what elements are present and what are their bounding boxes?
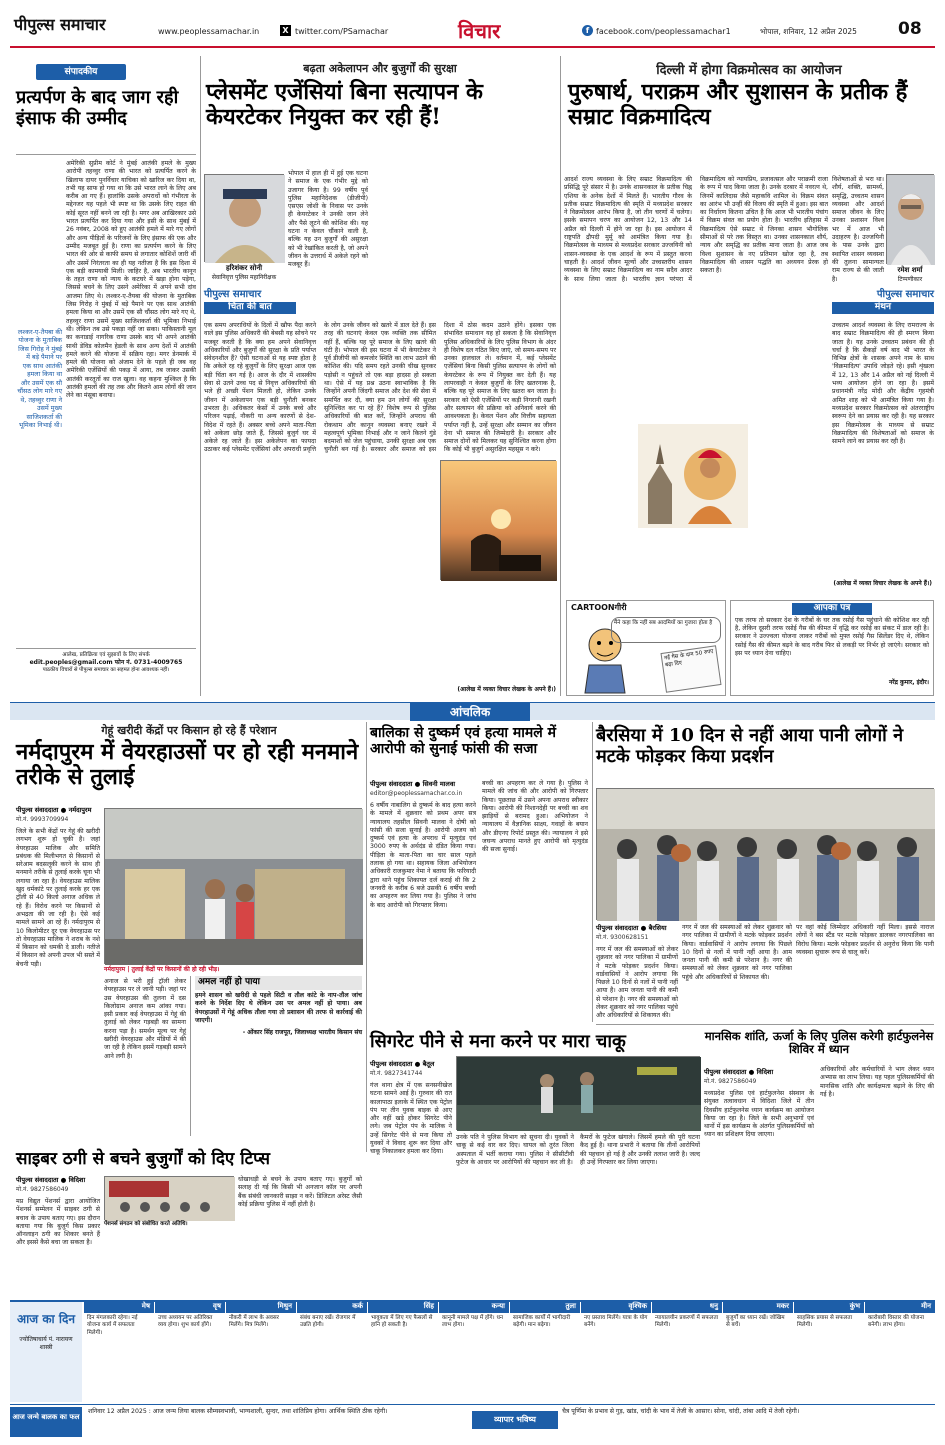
cig-col2: उनके पति ने पुलिस विभाग को सूचना दी। युवकों ने चाकू से कई वार कर दिए। घायल को तुरंत जिला अस्पताल में भर्ती कराया गया। पुलिस ने सीसीटीवी फुटेज के आधार पर आरोपियों की पहचान कर ली है।: [456, 1134, 574, 1166]
badge-label: चिंता की बात: [204, 302, 296, 314]
editorial-body: अमेरिकी सुप्रीम कोर्ट ने मुंबई आतंकी हमले के मुख्य आरोपी तहव्वुर राणा की भारत को प्रत्यर्पित करने के खिलाफ दायर पुनर्विचार याचिका को खारिज कर दिया था, तभी यह साफ हो गया था कि उसे भारत लाने के लिए अब करीब आ गए हैं। हालांकि उसके अपराधों को गंभीरता के मद्देनजर यह पहले भी स्पष्ट था कि उसके लिए राहत की कोई सूरत नहीं बनने जा रही है। मगर अब आखिरकार उसे भारत प्रत्यर्पित कर दिया गया और इसी के साथ मुंबई में 26 नवंबर, 2008 को हुए आतंकी हमले में मारे गए लोगों और अन्य पीड़ितों के परिजनों के लिए इंसाफ की एक और उम्मीद मजबूत हुई है। राणा का प्रत्यर्पण करने के लिए भारत की ओर से काफी समय से लगातार कोशिशें जारी थीं और उसमें निरंतरता का ही यह नतीजा है कि इस दिशा में एक बड़ी कामयाबी मिली। जाहिर है, अब भारतीय कानून के तहत राणा को न्याय के कटघरे में खड़ा होना पड़ेगा, जिससे बचने के लिए उसने अमेरिका में अपने सभी दांव आजमा लिए थे। लश्कर-ए-तैयबा की योजना के मुताबिक जिस गिरोह ने मुंबई में बड़े पैमाने पर एक साथ आतंकी हमला किया था और उसमें एक सौ चौंसठ लोग मारे गए थे, तहव्वुर राणा उसमें मुख्य साजिशकर्ता की भूमिका निभाई थी। लेकिन तब उसे पकड़ा नहीं जा सका। पाकिस्तानी मूल का कनाडाई नागरिक राणा उसके बाद भी अपने आतंकी साथी डेविड कोलमैन हेडली के साथ अन्य देशों में आतंकी हमले करने की योजना में सक्रिय रहा। मगर डेनमार्क में हमले की योजना को अंजाम देने के पहले ही जब वह अमेरिकी एजेंसियों की पकड़ में आया, तब जाकर उसकी आतंकी करतूतों का राज खुला। वह कहना मुश्किल है कि आतंकी हमलों की तह तक और कितने आम लोगों की जान लेने का मंसूबा बनाया।: [66, 160, 196, 400]
rape-col2: बच्ची का अपहरण कर ले गया है। पुलिस ने मामले की जांच की और आरोपी को गिरफ्तार किया। पूछताछ में उसने अपना अपराध स्वीकार किया। आरोपी की निशानदेही पर बच्ची का शव झाड़ियों से बरामद हुआ। अभियोजन ने न्यायालय में वैज्ञानिक साक्ष्य, गवाहों के बयान और डीएनए रिपोर्ट प्रस्तुत की। न्यायालय ने इसे जघन्य अपराध मानते हुए आरोपी को मृत्युदंड की सजा सुनाई।: [482, 780, 588, 854]
sign-name: मकर: [723, 1302, 793, 1313]
badge-logo: पीपुल्स समाचार: [204, 289, 262, 300]
bhavishya-text: चैत्र पूर्णिमा के प्रभाव से गुड़, खांड, चांदी के भाव में तेजी के आसार। सोना, चांदी, तांबा आदि में तेजी रहेगी।: [562, 1408, 800, 1415]
lead1-article: [204, 56, 556, 698]
meditation-article: [704, 1030, 934, 1224]
nmd-box: [190, 976, 362, 1136]
logo-text: पीपुल्स समाचार: [14, 15, 106, 34]
cig-col3: कैमरों के फुटेज खंगाले। जिसमें हमले की पूरी घटना कैद हुई है। थाना प्रभारी ने बताया कि तीनों आरोपियों की पहचान हो गई है और उनकी तलाश जारी है। जल्द ही उन्हें गिरफ्तार कर लिया जाएगा।: [580, 1134, 700, 1166]
water-body: नगर में जल की समस्याओं को लेकर शुक्रवार को नगर पालिका में ग्रामीणों ने मटके फोड़कर प्रदर्शन किया। वार्डवासियों ने आरोप लगाया कि पिछले 10 दिनों से नलों में पानी नहीं आया है। आम जनता पानी की कमी से परेशान है। नगर की समस्याओं को लेकर शुक्रवार को नगर पालिका पहुंचे और अधिकारियों से शिकायत की।: [596, 946, 678, 1020]
sign-12: [865, 1302, 935, 1402]
warehouse-photo: [104, 808, 362, 964]
divider: [592, 722, 593, 1022]
sign-text: नए प्रस्ताव मिलेंगे। यात्रा के योग बनेंगे।: [584, 1315, 648, 1329]
editorial-column: [16, 58, 196, 698]
meditation-headline: मानसिक शांति, ऊर्जा के लिए पुलिस करेगी हार्टफुलनेस शिविर में ध्यान: [704, 1029, 934, 1057]
twitter-icon: X: [280, 25, 291, 36]
water-headline: बैरसिया में 10 दिन से नहीं आया पानी लोगों ने मटके फोड़कर किया प्रदर्शन: [596, 725, 904, 767]
meditation-byline: पीपुल्स संवाददाता ● विदिशा: [704, 1068, 774, 1076]
sign-name: कुंभ: [794, 1302, 864, 1313]
badge-logo: पीपुल्स समाचार: [876, 289, 934, 300]
sign-text: कानूनी मामले पक्ष में होंगे। धन लाभ होगा।: [442, 1315, 503, 1329]
cyber-byline: पीपुल्स संवाददाता ● विदिशा: [16, 1176, 86, 1184]
cyber-headline: साइबर ठगी से बचने बुजुर्गों को दिए टिप्स: [16, 1149, 270, 1169]
author-title: सेवानिवृत्त पुलिस महानिरीक्षक: [211, 274, 277, 281]
sign-name: सिंह: [368, 1302, 438, 1313]
sign-name: मिथुन: [226, 1302, 296, 1313]
rape-body: 6 वर्षीय नाबालिग से दुष्कर्म के बाद हत्या करने के मामले में शुक्रवार को प्रथम अपर सत्र न्यायालय तहसील सिवनी मालवा ने दोषी को फांसी की सजा सुनाई है। आरोपी अजय को दुष्कर्म एवं हत्या के अपराध में मृत्युदंड एवं 3000 रुपए के अर्थदंड से दंडित किया गया। पीड़िता के माता-पिता का चार साल पहले तलाक हो गया था। सहायक जिला अभियोजन अधिकारी राजकुमार नेमा ने बताया कि फरियादी द्वारा थाने पहुंच शिकायत दर्ज कराई थी कि 2 जनवरी के करीब 6 बजे उसकी 6 वर्षीय बच्ची का अपहरण कर लिया गया है। पुलिस ने जांच के बाद आरोपी को गिरफ्तार किया।: [370, 802, 476, 909]
editorial-tag-text: संपादकीय: [64, 67, 98, 77]
editorial-tag: [36, 64, 126, 80]
child-title: आज जन्मे बालक का फल: [10, 1407, 82, 1437]
facebook-icon: f: [582, 25, 593, 36]
lead2-note: (आलेख में व्यक्त विचार लेखक के अपने हैं।): [833, 580, 932, 587]
sign-text: दिन मंगलकारी रहेगा। नई योजना कार्य में सफलता मिलेगी।: [87, 1315, 138, 1336]
nmd-byline: पीपुल्स संवाददाता ● नर्मदापुरम: [16, 806, 92, 814]
horoscope-title-box: [10, 1302, 82, 1402]
bottom-strip: [10, 1404, 935, 1438]
water-phone: मो.नं. 9300628151: [596, 934, 649, 941]
divider: [366, 722, 367, 1152]
author2-photo: [886, 174, 934, 264]
author-photo: [204, 174, 284, 262]
cyber-photo: [104, 1176, 234, 1220]
sign-name: कन्या: [439, 1302, 509, 1313]
elderly-photo: [440, 460, 556, 580]
rape-article: [370, 724, 588, 1030]
masthead: [0, 0, 945, 50]
cartoon-speech: मैंने कहा कि नहीं सब आदमियों का गुजारा होता है: [611, 617, 721, 643]
sign-text: संबंध बनाए रखें। रोजगार में उन्नति होगी।: [300, 1315, 356, 1329]
dateline: भोपाल, शनिवार, 12 अप्रैल 2025: [760, 27, 857, 36]
lead1-kicker: बढ़ता अकेलापन और बुजुर्गों की सुरक्षा: [303, 62, 457, 75]
cctv-photo: [456, 1056, 700, 1130]
divider: [200, 56, 201, 696]
cyber-caption: पेंशनर्स संगठन को संबोधित करते अतिथि।: [104, 1221, 188, 1227]
cartoon-box: [566, 600, 726, 696]
nmd-kicker: गेहूं खरीदी केंद्रों पर किसान हो रहे हैं परेशान: [101, 724, 277, 737]
editorial-pullquote: लश्कर-ए-तैयबा की योजना के मुताबिक जिस गिरोह ने मुंबई में बड़े पैमाने पर एक साथ आतंकी हमला किया था और उसमें एक सौ चौंसठ लोग मारे गए थे, तहव्वुर राणा ने उसमें मुख्य साजिशकर्ता की भूमिका निभाई थी।: [17, 328, 62, 429]
cartoon-card: नई गैस के दाम 50 रुपए बढ़ा दिए: [660, 645, 721, 692]
sign-text: उच्च अध्ययन पर अतिरिक्त व्यय होगा। शुभ कार्य होंगे।: [158, 1315, 213, 1329]
sign-text: बुजुर्गों का ध्यान रखें। जोखिम से बचें।: [726, 1315, 785, 1329]
nmd-box-title: अमल नहीं हो पाया: [195, 976, 362, 990]
lead1-top-right: [386, 172, 556, 317]
footer-email[interactable]: edit.peoples@gmail.com फोन नं. 0731-4009765: [29, 659, 183, 667]
cyber-col3: धोखाधड़ी से बचने के उपाय बताए गए। बुजुर्गों को सलाह दी गई कि किसी भी अनजान कॉल पर अपनी बैंक संबंधी जानकारी साझा न करें। डिजिटल अरेस्ट जैसी कोई प्रक्रिया पुलिस में नहीं होती है।: [238, 1176, 362, 1208]
author2-title: टिप्पणीकार: [897, 276, 923, 283]
water-body-b: नगर में जल की समस्याओं को लेकर शुक्रवार को नगर पालिका में ग्रामीणों ने मटके फोड़कर प्रदर्शन किया। वार्डवासियों ने आरोप लगाया कि पिछले 10 दिनों से नलों में पानी नहीं आया है। आम जनता पानी की कमी से परेशान है। नगर की समस्याओं को लेकर शुक्रवार को नगर पालिका पहुंचे और अधिकारियों से शिकायत की।: [682, 924, 792, 981]
horoscope-title: आज का दिन: [17, 1312, 75, 1326]
lead1-intro: भोपाल में हाल ही में हुई एक घटना ने समाज के एक गंभीर मुद्दे को उजागर किया है। 99 वर्षीय पूर्व पुलिस महानिदेशक (डीजीपी) एसएस जोशी के निवास पर उनके ही केयरटेकर ने उनकी जान लेने और पैसे लूटने की कोशिश की। यह घटना न केवल चौंकाने वाली है, बल्कि यह उन बुजुर्गों की असुरक्षा को भी रेखांकित करती है, जो अपने जीवन के उत्तरार्ध में अकेले रहने को मजबूर हैं।: [288, 170, 368, 269]
badge-label: मंथन: [832, 302, 934, 314]
lead1-badge: [204, 288, 296, 318]
lead1-note: (आलेख में व्यक्त विचार लेखक के अपने हैं।): [457, 686, 556, 693]
cyber-body: मप्र विद्युत पेंशनर्स द्वारा आयोजित पेंशनर्स सम्मेलन में साइबर ठगी से बचाव के उपाय बताए गए। इस दौरान बताया गया कि बुजुर्ग किस प्रकार ऑनलाइन ठगी का शिकार बनते हैं और इससे कैसे बचा जा सकता है।: [16, 1198, 100, 1247]
cig-phone: मो.नं. 9827341744: [370, 1070, 423, 1077]
sign-10: [723, 1302, 793, 1402]
regional-title: आंचलिक: [410, 703, 530, 721]
bhavishya-title: व्यापार भविष्य: [472, 1411, 558, 1429]
lead2-badge: [832, 288, 934, 318]
sign-5: [368, 1302, 438, 1402]
sign-name: तुला: [510, 1302, 580, 1313]
cartoon-title: CARTOONगीरी: [571, 603, 627, 612]
sign-9: [652, 1302, 722, 1402]
sign-4: [297, 1302, 367, 1402]
cig-body: गंज थाना क्षेत्र में एक सनसनीखेज घटना सामने आई है। गुरुवार की रात कालापाठा इलाके में स्थित एक पेट्रोल पंप पर तीन युवक बाइक से आए और वहीं खड़े होकर सिगरेट पीने लगे। जब पेट्रोल पंप के मालिक ने उन्हें सिगरेट पीने से मना किया तो युवकों ने विवाद शुरू कर दिया और चाकू निकालकर हमला कर दिया।: [370, 1082, 452, 1156]
sign-text: सामाजिक कार्यों में भागीदारी बढ़ेगी। मान बढ़ेगा।: [513, 1315, 571, 1329]
water-article: [596, 724, 934, 1024]
sign-text: नौकरी में लाभ के अवसर मिलेंगे। मित्र मिलेंगे।: [229, 1315, 279, 1329]
temple-illustration: [638, 424, 748, 528]
lead1-body: एक समय अपराधियों के दिलों में खौफ पैदा करने वाले इस पुलिस अधिकारी की बेबसी यह सोचने पर मजबूर करती है कि क्या हम अपने सेवानिवृत्त अधिकारियों और बुजुर्गों की सुरक्षा के प्रति पर्याप्त संवेदनशील हैं? ऐसी घटनाओं से यह स्पष्ट होता है कि अकेले रह रहे बुजुर्गों के लिए सुरक्षा आज एक बड़ी चिंता बन गई है। आज के दौर में शासकीय सेवा से उतने उच्च पद से निवृत्त अधिकारियों की भले ही अच्छी पेंशन मिलती हो, लेकिन उनके जीवन में अकेलापन एक बड़ी चुनौती बनकर उभरता है। अधिकतर केसों में उनके बच्चे और परिजन पढ़ाई, नौकरी या अन्य कारणों से देश-विदेश में रहते हैं। अक्सर बच्चे अपने माता-पिता को अकेला छोड़ जाते हैं, जिससे बुजुर्ग घर में अकेले रह जाते हैं। इस अकेलेपन का फायदा उठाकर कई प्लेसमेंट एजेंसियां और अपराधी प्रवृत्ति के लोग उनके जीवन को खतरे में डाल देते हैं। इस तरह की घटनाएं केवल एक व्यक्ति तक सीमित नहीं हैं, बल्कि यह पूरे समाज के लिए खतरे की घंटी है। भोपाल की इस घटना में भी केयरटेकर ने पूर्व डीजीपी को कमजोर स्थिति का लाभ उठाने की कोशिश की। यदि समय रहते उनकी चीख सुनकर पड़ोसी न पहुंचते तो एक बड़ा हादसा हो सकता था। ऐसे में यह प्रश्न उठना स्वाभाविक है कि जिन्होंने अपनी जिंदगी समाज और देश की सेवा में समर्पित कर दी, क्या हम उन लोगों की सुरक्षा सुनिश्चित कर पा रहे हैं? विशेष रूप से पुलिस अधिकारियों की बात करें, जिन्होंने अपराध की रोकथाम और कानून व्यवस्था बनाए रखने में महत्वपूर्ण भूमिका निभाई और न जाने कितने गुंडे बदमाशों को जेल पहुंचाया, उनकी सुरक्षा अब एक चुनौती बन गई है। सरकार और समाज को इस दिशा में ठोस कदम उठाने होंगे। इसका एक संभावित समाधान यह हो सकता है कि सेवानिवृत्त पुलिस अधिकारियों के लिए पुलिस विभाग के अंदर ही विशेष दल गठित किए जाएं, जो समय-समय पर उनका हालचाल ले। वर्तमान में, कई प्लेसमेंट एजेंसियां बिना किसी पुलिस सत्यापन के लोगों को केयरटेकर के रूप में नियुक्त कर देती हैं। यह लापरवाही न केवल बुजुर्गों के लिए खतरनाक है, बल्कि यह पूरे समाज के लिए खतरा बन जाता है। सरकार को ऐसी एजेंसियों पर कड़ी निगरानी रखनी और सत्यापन की प्रक्रिया को अनिवार्य करने की आवश्यकता है। केवल पेंशन और वित्तीय सहायता पर्याप्त नहीं है, उन्हें सुरक्षा और सम्मान का जीवन देना भी समाज की जिम्मेदारी है। सरकार और समाज दोनों को मिलकर यह सुनिश्चित करना होगा कि कोई भी बुजुर्ग असुरक्षित महसूस न करे।: [204, 322, 556, 454]
letters-box: [730, 600, 934, 696]
footer-line3: पाठकीय विचारों से पीपुल्स समाचार का सहमत होना आवश्यक नहीं।: [42, 667, 170, 674]
water-col2: पर वहां कोई जिम्मेदार अधिकारी नहीं मिला। इससे नाराज लोगों ने बस स्टैंड पर मटके फोड़कर डालकर नगरपालिका का विरोध किया। मटके फोड़कर प्रदर्शन से अनुरोध किया कि पानी व्यवस्था सुचारू रूप से चालू करें।: [796, 924, 934, 956]
lead2-article: [564, 56, 934, 596]
nmd-phone: मो.नं. 9993709994: [16, 816, 69, 823]
masthead-logo: [14, 14, 154, 40]
website-link[interactable]: www.peoplessamachar.in: [158, 27, 260, 36]
masthead-rule: [10, 46, 935, 48]
horoscope-subtitle: ज्योतिषाचार्य पं. नारायण शास्त्री: [19, 1335, 73, 1351]
sign-text: न्यायालयीन प्रकरणों में सफलता मिलेगी।: [655, 1315, 719, 1329]
sign-3: [226, 1302, 296, 1402]
rape-headline: बालिका से दुष्कर्म एवं हत्या मामले में आरोपी को सुनाई फांसी की सजा: [370, 725, 557, 757]
cyber-article: [16, 1149, 362, 1247]
facebook-link[interactable]: facebook.com/peoplessamachar1: [596, 27, 731, 36]
rape-byline: पीपुल्स संवाददाता ● सिवनी मालवा: [370, 780, 456, 788]
horoscope-grid: [84, 1302, 935, 1402]
divider: [16, 154, 196, 155]
child-text: शनिवार 12 अप्रैल 2025 : आज जन्म लिया बालक सौम्यस्वभावी, भाग्यशाली, सुन्दर, तथा शांतिप्रिय होगा। आर्थिक स्थिति ठीक रहेगी।: [88, 1408, 388, 1415]
sign-text: कारोबारी विस्तार की योजना बनेगी। लाभ होगा।: [868, 1315, 924, 1329]
footer-line1: आलेख, प्रतिक्रिया एवं सुझावों के लिए संपर्क: [62, 652, 150, 658]
cig-byline: पीपुल्स संवाददाता ● बैतूल: [370, 1060, 435, 1068]
sign-name: धनु: [652, 1302, 722, 1313]
nmd-box-body: हमने शासन को खरीदी से पहले सिटी व तौल कांटे के नाप-तौल जांच करने के निर्देश दिए थे लेकिन उस पर अमल नहीं हो पाया। अब वेयरहाउसों में गेहूं अधिक तौला गया तो प्रशासन की तरफ से कार्रवाई की जाएगी।: [195, 991, 362, 1025]
lead1-headline: प्लेसमेंट एजेंसियां बिना सत्यापन के केयरटेकर नियुक्त कर रही हैं!: [206, 79, 483, 131]
editorial-headline: प्रत्यर्पण के बाद जाग रही इंसाफ की उम्मीद: [16, 87, 179, 129]
cyber-phone: मो.नं. 9827586049: [16, 1186, 69, 1193]
author2-name: रमेश शर्मा: [897, 266, 923, 274]
nmd-body: जिले के सभी केंद्रों पर गेहूं की खरीदी लगभग शुरू हो चुकी है। जहां वेयरहाउस मालिक और समिति प्रबंधक की मिलीभगत से किसानों से सरेआम बदसलूकी करने के साथ ही मनमाने तरीके से तुलाई करके चूना भी लगाया जा रहा है। वेयरहाउस मालिक खुद धर्मकांटे पर तुलाई करके हर एक ट्रॉली से 40 किलो अनाज अधिक ले रहे हैं। विरोध करने पर किसानों से अभद्रता की जा रही है। ऐसे कई मामले सामने आ रहे हैं। नर्मदापुरम से 10 किलोमीटर दूर एक वेयरहाउस पर तो वेयरहाउस मालिक ने शराब के नशे में किसान को धमकी दे डाली। नतीजे में किसान को अपनी उपज भी सस्ते में बेचनी पड़ी।: [16, 828, 100, 968]
water-byline: पीपुल्स संवाददाता ● बैरसिया: [596, 924, 667, 932]
author-name: हरिशंकर सोनी: [225, 264, 263, 272]
page-number: 08: [898, 19, 922, 39]
letters-body: एक तरफ तो सरकार देश के गरीबों के घर तक रसोई गैस पहुंचाने की कोशिश कर रही है, लेकिन दूसरी तरफ रसोई गैस की कीमत में वृद्धि कर रसोई का संकट में डाल रही है। सरकार ने उज्ज्वला योजना लाकर गरीबों को मुफ्त रसोई गैस सिलेंडर दिए थे, लेकिन रसोई गैस की कीमत बढ़ने के बाद गरीब फिर से लकड़ी पर निर्भर हो जाएंगे। सरकार को इस पर ध्यान देना चाहिए।: [735, 616, 929, 658]
meditation-phone: मो.नं. 9827586049: [704, 1078, 757, 1085]
sign-text: भावुकता में लिए गए फैसलों से हानि हो सकती है।: [371, 1315, 433, 1329]
section-title: विचार: [458, 19, 501, 43]
regional-bar: [10, 702, 935, 720]
letters-title: आपका पत्र: [792, 603, 872, 615]
letters-author: नरेंद्र कुमार, इंदौर।: [888, 678, 929, 686]
horoscope-strip: [10, 1300, 935, 1400]
divider: [560, 56, 561, 696]
nmd-article: [16, 724, 362, 1146]
twitter-link[interactable]: twitter.com/PSamachar: [295, 27, 389, 36]
lead2-body: आदर्श राज्य व्यवस्था के लिए सम्राट विक्रमादित्य की प्रसिद्धि पूरे संसार में है। उनके शासनकाल के प्रतीक चिह्न एशिया के अनेक देशों में मिलते हैं। भारतीय गौरव के प्रतीक सम्राट विक्रमादित्य की स्मृति में मध्यप्रदेश सरकार ने विक्रमोत्सव आरंभ किया है, जो तीन चरणों में चलेगा। इसके समापन चरण का आयोजन 12, 13 और 14 अप्रैल को दिल्ली में होने जा रहा है। इस आयोजन में राष्ट्रपति द्रौपदी मुर्मू को आमंत्रित किया गया है। विक्रमोत्सव के माध्यम से मध्यप्रदेश सरकार उज्जयिनी को शासन-व्यवस्था के एक आदर्श के रूप में प्रस्तुत करना चाहती है। आदर्श जीवन मूल्यों और उच्चस्तरीय शासन व्यवस्था के लिए सम्राट विक्रमादित्य का नाम सदैव आदर के साथ लिया जाता है। भारतीय ज्ञान परंपरा में विक्रमादित्य को न्यायप्रिय, प्रजावत्सल और पराक्रमी राजा के रूप में याद किया जाता है। उनके दरबार में नवरत्न थे, जिनमें कालिदास जैसे महाकवि शामिल थे। विक्रम संवत का आरंभ भी उन्हीं की विजय की स्मृति में हुआ। इस बात का निर्धारण कितना उचित है कि आज भी भारतीय पंचांग में विक्रम संवत का प्रयोग होता है। भारतीय इतिहास में विक्रमादित्य ऐसे सम्राट थे जिनका शासन भौगोलिक सीमाओं से परे तक विस्तृत था। उनका शासनकाल शौर्य, न्याय और समृद्धि का प्रतीक माना जाता है। आज जब विश्व सुशासन के नए प्रतिमान खोज रहा है, तब विक्रमादित्य की शासन पद्धति का अध्ययन प्रेरक हो सकता है।: [564, 176, 828, 283]
sign-name: मेष: [84, 1302, 154, 1313]
cig-article: [370, 1032, 700, 1224]
nmd-headline: नर्मदापुरम में वेयरहाउसों पर हो रही मनमाने तरीके से तुलाई: [16, 739, 359, 791]
divider: [596, 1024, 934, 1025]
lead2-side: विशेषताओं से भरा था। शौर्य, शक्ति, सामर्थ्य, समृद्धि, उच्चतम शासन व्यवस्था और आदर्श समाज जीवन के लिए उनका प्रशासन विश्व भर में आज भी उदाहरण है। उज्जयिनी के पास उनके द्वारा स्थापित शासन व्यवस्था की तुलना सामान्यतः राम राज्य से की जाती है।: [832, 176, 884, 283]
sign-name: वृश्चिक: [581, 1302, 651, 1313]
sign-7: [510, 1302, 580, 1402]
meditation-col2: अधिकारियों और कर्मचारियों ने भाग लेकर ध्यान अभ्यास का लाभ लिया। यह पहल पुलिसकर्मियों की मानसिक शांति और कार्यक्षमता बढ़ाने के लिए की गई है।: [820, 1066, 934, 1098]
sign-name: कर्क: [297, 1302, 367, 1313]
lead2-kicker: दिल्ली में होगा विक्रमोत्सव का आयोजन: [656, 63, 842, 78]
rape-email[interactable]: editor@peoplessamachar.co.in: [370, 790, 463, 797]
lead2-headline: पुरुषार्थ, पराक्रम और सुशासन के प्रतीक हैं सम्राट विक्रमादित्य: [568, 79, 908, 131]
sign-2: [155, 1302, 225, 1402]
nmd-col3: अनाज से भरी हुई ट्रॉली लेकर वेयरहाउस पर ले जानी पड़ी। जहां पर उस वेयरहाउस की तुलना में दस किलोग्राम अनाज कम आंका गया। इसी प्रकार कई वेयरहाउस में गेहूं की तुलाई को लेकर गड़बड़ी का सामना करना पड़ा है। समर्थन मूल्य पर गेहूं खरीदी वेयरहाउस और मंडियों में की जा रही है लेकिन इसमें गड़बड़ी सामने आने लगी है।: [104, 978, 186, 1060]
sign-text: साहसिक प्रयास से सफलता मिलेगी।: [797, 1315, 853, 1329]
sign-name: वृष: [155, 1302, 225, 1313]
cig-headline: सिगरेट पीने से मना करने पर मारा चाकू: [370, 1031, 626, 1052]
lead2-body2: उच्चतम आदर्श व्यवस्था के लिए रामराज्य के बाद सम्राट विक्रमादित्य की ही स्मरण किया जाता है। यह उनके उच्चतम प्रबंधन की ही चर्चा है कि सैकड़ों वर्ष बाद भी भारत के विभिन्न क्षेत्रों के शासक अपने नाम के साथ 'विक्रमादित्य' उपाधि जोड़ते रहे। इसी शृंखला में 12, 13 और 14 अप्रैल को नई दिल्ली में भव्य आयोजन होने जा रहा है। इसमें प्रधानमंत्री नरेंद्र मोदी और केंद्रीय गृहमंत्री अमित शाह को भी आमंत्रित किया गया है। मध्यप्रदेश सरकार विक्रमोत्सव को अंतरराष्ट्रीय स्वरूप देने का प्रयास कर रही है। यह सरकार इस विक्रमोत्सव के माध्यम से सम्राट विक्रमादित्य की विशेषताओं को समाज के सामने लाने का प्रयास कर रही है।: [832, 322, 934, 446]
sign-name: मीन: [865, 1302, 935, 1313]
nmd-box-author: - ओंकार सिंह राजपूत, जिलाध्यक्ष भारतीय किसान संघ: [242, 1028, 362, 1036]
sign-1: [84, 1302, 154, 1402]
editorial-footer: [16, 648, 196, 694]
nmd-caption: नर्मदापुरम | तुलाई केंद्रों पर किसानों की हो रही भीड़।: [104, 966, 220, 973]
meditation-body: मध्यप्रदेश पुलिस एवं हार्टफुलनेस संस्थान के संयुक्त तत्वावधान में विदिशा जिले में तीन दिवसीय हार्टफुलनेस ध्यान कार्यक्रम का आयोजन किया जा रहा है। जिले के सभी अनुभागों एवं थानों में इस कार्यक्रम के अंतर्गत पुलिसकर्मियों को ध्यान का प्रशिक्षण दिया जाएगा।: [704, 1090, 814, 1139]
sign-11: [794, 1302, 864, 1402]
sign-8: [581, 1302, 651, 1402]
protest-photo: [596, 788, 934, 920]
sign-6: [439, 1302, 509, 1402]
